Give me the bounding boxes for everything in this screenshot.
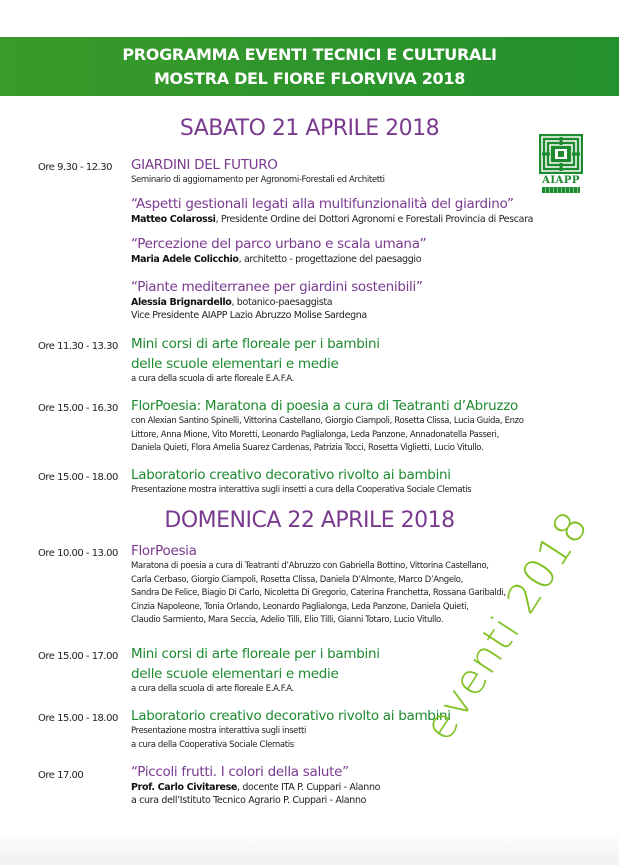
event-time: Ore 15.00 - 17.00 xyxy=(38,651,118,662)
header-title-line2: MOSTRA DEL FIORE FLORVIVA 2018 xyxy=(153,69,466,88)
speaker-role: , architetto - progettazione del paesaggio xyxy=(238,254,422,265)
speaker-name: Prof. Carlo Civitarese xyxy=(131,782,238,793)
event-time: Ore 15.00 - 16.30 xyxy=(38,403,118,414)
event-subtitle: Seminario di aggiornamento per Agronomi-Forestali ed Architetti xyxy=(131,175,385,185)
event-detail: a cura dell’Istituto Tecnico Agrario P. Cuppari - Alanno xyxy=(131,795,367,806)
speaker-role: , Presidente Ordine dei Dottori Agronomi e Forestali Provincia di Pescara xyxy=(215,214,534,225)
event-detail: Littore, Anna Mione, Vito Moretti, Leonardo Paglialonga, Leda Panzone, Annadonatella Passeri, xyxy=(131,429,499,440)
talk-title: “Percezione del parco urbano e scala umana” xyxy=(131,236,427,252)
event-giardini xyxy=(131,157,385,186)
event-time: Ore 9.30 - 12.30 xyxy=(38,162,112,173)
speaker-role: , docente ITA P. Cuppari - Alanno xyxy=(237,782,381,793)
event-title: FlorPoesia xyxy=(131,543,197,559)
event-mini-corsi xyxy=(131,336,380,385)
talk-item xyxy=(131,196,533,226)
event-laboratorio xyxy=(131,708,451,752)
eventi-2018-watermark: eventi 2018 xyxy=(413,502,598,749)
event-detail: Presentazione mostra interattiva sugli insetti a cura della Cooperativa Sociale Clematis xyxy=(131,485,472,495)
event-piccoli-frutti xyxy=(131,764,380,807)
speaker-name: Matteo Colarossi xyxy=(131,214,216,225)
event-title: Laboratorio creativo decorativo rivolto ai bambini xyxy=(131,467,451,483)
speaker-extra: Vice Presidente AIAPP Lazio Abruzzo Molise Sardegna xyxy=(131,310,367,321)
header-banner xyxy=(0,37,619,96)
day-title-saturday: SABATO 21 APRILE 2018 xyxy=(179,116,440,141)
event-detail: Presentazione mostra interattiva sugli insetti xyxy=(131,726,307,736)
event-mini-corsi xyxy=(131,646,380,695)
event-time: Ore 15.00 - 18.00 xyxy=(38,472,118,483)
talk-title: “Piante mediterranee per giardini sostenibili” xyxy=(131,279,423,295)
event-detail: Sandra De Felice, Biagio Di Carlo, Nicoletta Di Gregorio, Caterina Franchetta, Rossana Garibaldi, xyxy=(131,588,506,598)
event-laboratorio xyxy=(131,467,471,496)
event-title: Mini corsi di arte floreale per i bambini xyxy=(131,336,380,352)
talk-title: “Aspetti gestionali legati alla multifunzionalità del giardino” xyxy=(131,196,514,212)
day-title-sunday: DOMENICA 22 APRILE 2018 xyxy=(164,508,455,533)
talk-item xyxy=(131,236,426,266)
event-detail: a cura della scuola di arte floreale E.A.F.A. xyxy=(131,374,294,384)
event-detail: Carla Cerbaso, Giorgio Ciampoli, Rosetta Clissa, Daniela D’Almonte, Marco D’Angelo, xyxy=(131,574,463,585)
logo-subtitle-graphic xyxy=(542,187,580,193)
event-detail: Daniela Quieti, Flora Amelia Suarez Cardenas, Patrizia Tocci, Rosetta Viglietti, Lucio Vitullo. xyxy=(131,443,484,453)
event-title: GIARDINI DEL FUTURO xyxy=(131,157,278,173)
event-detail: con Alexian Santino Spinelli, Vittorina Castellano, Giorgio Ciampoli, Rosetta Clissa, Lucia Guida, Enzo xyxy=(131,416,524,426)
event-florpoesia xyxy=(131,398,524,456)
event-title: Laboratorio creativo decorativo rivolto ai bambini xyxy=(131,708,451,724)
speaker-name: Maria Adele Colicchio xyxy=(131,254,239,265)
event-detail: Cinzia Napoleone, Tonia Orlando, Leonardo Paglialonga, Leda Panzone, Daniela Quieti, xyxy=(131,601,469,612)
aiapp-logo xyxy=(539,134,583,193)
event-detail: a cura della Cooperativa Sociale Clematis xyxy=(131,739,294,750)
event-title: “Piccoli frutti. I colori della salute” xyxy=(131,764,349,780)
event-detail: a cura della scuola di arte floreale E.A.F.A. xyxy=(131,684,294,694)
event-time: Ore 10.00 - 13.00 xyxy=(38,548,118,559)
event-detail: Maratona di poesia a cura di Teatranti d’Abruzzo con Gabriella Bottino, Vittorina Castellano, xyxy=(131,561,489,571)
speaker-role: , botanico-paesaggista xyxy=(231,297,333,308)
event-time: Ore 17.00 xyxy=(38,770,84,781)
speaker-name: Alessia Brignardello xyxy=(131,297,232,308)
event-title: Mini corsi di arte floreale per i bambini xyxy=(131,646,380,662)
event-time: Ore 15.00 - 18.00 xyxy=(38,713,118,724)
event-florpoesia xyxy=(131,543,506,628)
event-time: Ore 11.30 - 13.30 xyxy=(38,341,118,352)
event-title: FlorPoesia: Maratona di poesia a cura di Teatranti d’Abruzzo xyxy=(131,398,518,414)
header-title-line1: PROGRAMMA EVENTI TECNICI E CULTURALI xyxy=(122,45,497,64)
event-detail: Claudio Sarmiento, Mara Seccia, Adelio Tilli, Elio Tilli, Gianni Totaro, Lucio Vitullo. xyxy=(131,615,444,625)
logo-name: AIAPP xyxy=(542,175,580,186)
event-title: delle scuole elementari e medie xyxy=(131,356,339,372)
event-title: delle scuole elementari e medie xyxy=(131,666,339,682)
talk-item xyxy=(131,279,423,322)
